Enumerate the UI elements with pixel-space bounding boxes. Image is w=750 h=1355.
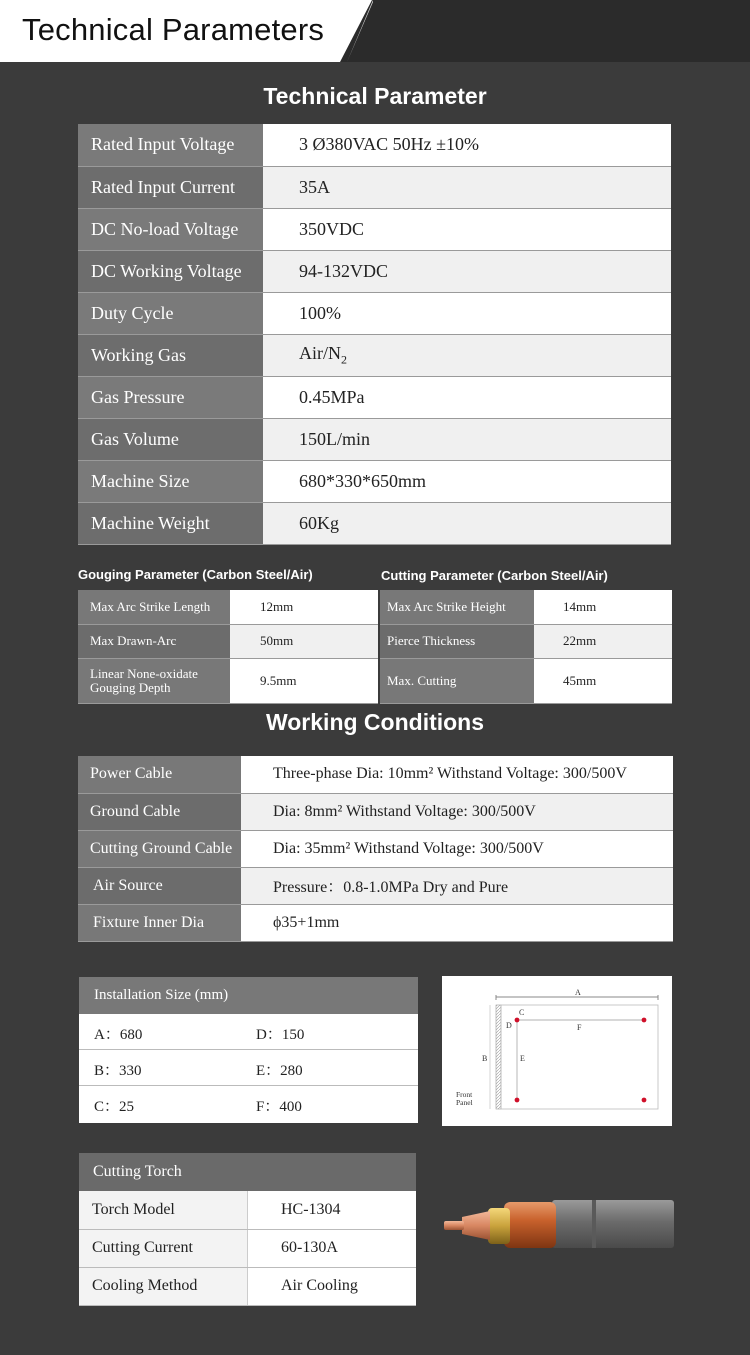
cutting-value: 45mm (534, 658, 672, 703)
param-value: 0.45MPa (263, 376, 671, 418)
condition-value: ϕ35+1mm (241, 904, 673, 941)
table-row (78, 867, 673, 904)
param-value: 3 Ø380VAC 50Hz ±10% (263, 124, 671, 166)
table-row (79, 1267, 416, 1305)
param-label: Working Gas (78, 334, 263, 376)
torch-label: Cooling Method (79, 1267, 248, 1305)
torch-hose-band (592, 1200, 596, 1248)
gouging-value: 50mm (230, 624, 378, 658)
torch-collar (488, 1208, 510, 1244)
table-row (79, 1050, 418, 1086)
technical-parameter-title: Technical Parameter (263, 83, 487, 109)
table-row (380, 590, 672, 624)
cutting-torch-image (442, 1196, 674, 1254)
param-label: Gas Pressure (78, 376, 263, 418)
table-row (78, 376, 671, 418)
table-row (78, 166, 671, 208)
gouging-parameter-table (78, 590, 378, 704)
table-row (78, 756, 673, 793)
front-panel-wall (496, 1005, 501, 1109)
param-label: Rated Input Voltage (78, 124, 263, 166)
torch-value: HC-1304 (248, 1191, 417, 1229)
header-banner (0, 0, 750, 62)
banner-title: Technical Parameters (22, 12, 325, 47)
diagram-label-d: D (506, 1021, 512, 1030)
cutting-parameter-title: Cutting Parameter (Carbon Steel/Air) (381, 568, 608, 583)
table-row (78, 830, 673, 867)
table-row (78, 124, 671, 166)
condition-value: Dia: 35mm² Withstand Voltage: 300/500V (241, 830, 673, 867)
table-row (78, 292, 671, 334)
installation-diagram (442, 976, 672, 1126)
torch-hose (552, 1200, 674, 1248)
torch-label: Cutting Current (79, 1229, 248, 1267)
mount-hole (642, 1098, 647, 1103)
param-label: Duty Cycle (78, 292, 263, 334)
table-row (79, 1191, 416, 1229)
cutting-torch-title: Cutting Torch (79, 1153, 416, 1191)
condition-label: Cutting Ground Cable (78, 830, 241, 867)
diagram-label-panel: Panel (456, 1098, 473, 1107)
table-row (380, 658, 672, 703)
installation-value: C：25 (94, 1099, 135, 1115)
table-row (78, 418, 671, 460)
installation-value: B：330 (94, 1063, 142, 1079)
gouging-value: 9.5mm (230, 658, 378, 703)
installation-value: A：680 (94, 1027, 143, 1043)
table-row (79, 1086, 418, 1122)
param-label: DC No-load Voltage (78, 208, 263, 250)
param-value: 35A (263, 166, 671, 208)
gouging-parameter-title: Gouging Parameter (Carbon Steel/Air) (78, 567, 313, 582)
param-value-text: Air/N (299, 342, 341, 363)
condition-label: Ground Cable (78, 793, 241, 830)
table-row (78, 208, 671, 250)
diagram-label-e: E (520, 1054, 525, 1063)
mount-hole (515, 1018, 520, 1023)
param-value: 100% (263, 292, 671, 334)
param-label: Machine Size (78, 460, 263, 502)
installation-diagram-svg (442, 976, 672, 1126)
table-row (78, 624, 378, 658)
diagram-label-a: A (575, 988, 581, 997)
table-row (79, 1229, 416, 1267)
param-value: 350VDC (263, 208, 671, 250)
installation-value: D：150 (256, 1027, 305, 1043)
cutting-label: Pierce Thickness (380, 624, 534, 658)
condition-value: Dia: 8mm² Withstand Voltage: 300/500V (241, 793, 673, 830)
torch-body (504, 1202, 556, 1248)
diagram-label-front: Front (456, 1090, 473, 1099)
table-row (78, 250, 671, 292)
installation-size-table (79, 977, 418, 1123)
table-row (78, 658, 378, 703)
condition-label: Fixture Inner Dia (78, 904, 241, 941)
table-row (79, 1014, 418, 1050)
param-value: 60Kg (263, 502, 671, 544)
condition-label: Air Source (78, 867, 241, 904)
gouging-label-line: Gouging Depth (90, 679, 171, 695)
param-value (263, 334, 671, 376)
param-label: Gas Volume (78, 418, 263, 460)
diagram-label-c: C (519, 1008, 525, 1017)
diagram-label-f: F (577, 1023, 582, 1032)
working-conditions-title: Working Conditions (265, 709, 485, 735)
param-label: Rated Input Current (78, 166, 263, 208)
mount-hole (642, 1018, 647, 1023)
torch-tip (444, 1221, 464, 1230)
torch-value: 60-130A (248, 1229, 417, 1267)
table-row (78, 334, 671, 376)
installation-size-title: Installation Size (mm) (79, 977, 418, 1014)
cutting-parameter-table (380, 590, 672, 704)
gouging-value: 12mm (230, 590, 378, 624)
installation-value: F：400 (256, 1099, 302, 1115)
gouging-label: Max Arc Strike Length (78, 590, 230, 624)
gouging-label (78, 658, 230, 703)
cutting-value: 22mm (534, 624, 672, 658)
param-label: Machine Weight (78, 502, 263, 544)
gouging-label-line: Linear None-oxidate (90, 665, 198, 681)
gouging-label: Max Drawn-Arc (78, 624, 230, 658)
param-label: DC Working Voltage (78, 250, 263, 292)
technical-parameter-table (78, 124, 671, 545)
working-conditions-table (78, 756, 673, 942)
table-row (380, 624, 672, 658)
diagram-label-b: B (482, 1054, 488, 1063)
condition-value: Pressure：0.8-1.0MPa Dry and Pure (241, 867, 673, 904)
installation-value: E：280 (256, 1063, 303, 1079)
table-row (78, 460, 671, 502)
param-value-subscript: 2 (341, 352, 347, 367)
torch-label: Torch Model (79, 1191, 248, 1229)
cutting-label: Max Arc Strike Height (380, 590, 534, 624)
param-value: 150L/min (263, 418, 671, 460)
cutting-label: Max. Cutting (380, 658, 534, 703)
table-row (78, 590, 378, 624)
cutting-value: 14mm (534, 590, 672, 624)
torch-nozzle (462, 1211, 490, 1240)
param-value: 94-132VDC (263, 250, 671, 292)
param-value: 680*330*650mm (263, 460, 671, 502)
cutting-torch-svg (442, 1196, 674, 1254)
mount-hole (515, 1098, 520, 1103)
condition-label: Power Cable (78, 756, 241, 793)
torch-value: Air Cooling (248, 1267, 417, 1305)
table-row (78, 502, 671, 544)
table-row (78, 904, 673, 941)
table-row (78, 793, 673, 830)
cutting-torch-table (79, 1191, 416, 1306)
condition-value: Three-phase Dia: 10mm² Withstand Voltage: 300/500V (241, 756, 673, 793)
